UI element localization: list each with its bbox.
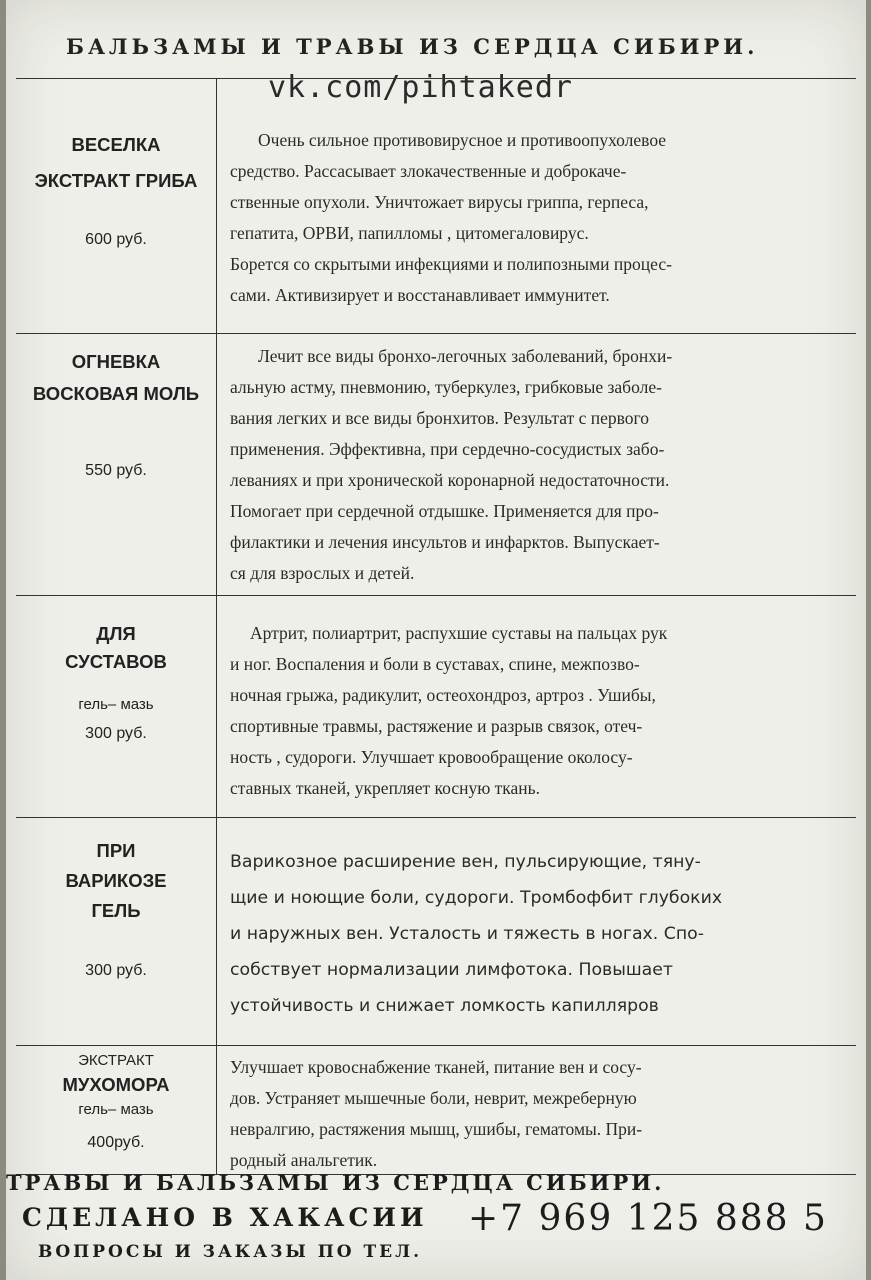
product-name: ПРИ [96, 840, 136, 861]
product-description [230, 341, 846, 589]
description-line: филактики и лечения инсультов и инфарктов. Выпускает- [230, 532, 660, 552]
product-name: ВАРИКОЗЕ [65, 870, 167, 891]
product-description [230, 844, 846, 1024]
product-price: 300 руб. [85, 962, 147, 979]
product-label-top: ЭКСТРАКТ [78, 1052, 154, 1069]
description-line: гепатита, ОРВИ, папилломы , цитомегаловирус. [230, 223, 589, 243]
footer-contact-label: ВОПРОСЫ И ЗАКАЗЫ ПО ТЕЛ. [38, 1242, 423, 1262]
footer-slogan: ТРАВЫ И БАЛЬЗАМЫ ИЗ СЕРДЦА СИБИРИ. [6, 1170, 665, 1195]
product-price: 600 руб. [85, 231, 147, 248]
product-name: ВОСКОВАЯ МОЛЬ [32, 383, 200, 404]
product-row-joints [16, 595, 856, 818]
product-row-veselka [16, 78, 856, 334]
description-line: ственные опухоли. Уничтожает вирусы гриппа, герпеса, [230, 192, 649, 212]
description-line: щие и ноющие боли, судороги. Тромбофбит глубоких [230, 888, 723, 908]
product-row-varicose [16, 817, 856, 1046]
vk-link[interactable]: vk.com/pihtakedr [268, 70, 573, 105]
product-price: 300 руб. [85, 725, 147, 742]
product-name: ВЕСЕЛКА [71, 134, 161, 155]
description-line: Помогает при сердечной отдышке. Применяется для про- [230, 501, 659, 521]
product-name: ОГНЕВКА [71, 351, 161, 372]
product-description [230, 1052, 846, 1176]
product-name: ЭКСТРАКТ ГРИБА [34, 170, 198, 191]
product-name-cell [16, 79, 217, 334]
description-line: ночная грыжа, радикулит, остеохондроз, артроз . Ушибы, [230, 685, 656, 705]
product-name: ГЕЛЬ [91, 900, 141, 921]
description-line: невралгию, растяжения мышц, ушибы, гематомы. При- [230, 1119, 643, 1139]
product-name-cell [16, 596, 217, 818]
product-name: МУХОМОРА [62, 1074, 170, 1095]
product-price: 550 руб. [85, 462, 147, 479]
description-line: устойчивость и снижает ломкость капилляров [230, 996, 659, 1016]
header-title: БАЛЬЗАМЫ И ТРАВЫ ИЗ СЕРДЦА СИБИРИ. [66, 34, 759, 59]
footer-made-in: СДЕЛАНО В ХАКАСИИ [22, 1203, 428, 1232]
product-name: СУСТАВОВ [65, 651, 167, 672]
product-type: гель– мазь [78, 1101, 154, 1118]
description-line: средство. Рассасывает злокачественные и доброкаче- [230, 161, 627, 181]
description-line: леваниях и при хронической коронарной недостаточности. [230, 470, 670, 490]
description-line: вания легких и все виды бронхитов. Результат с первого [230, 408, 650, 428]
product-description [230, 618, 846, 804]
description-line: Лечит все виды бронхо-легочных заболеваний, бронхи- [258, 346, 673, 366]
description-line: альную астму, пневмонию, туберкулез, грибковые заболе- [230, 377, 662, 397]
product-name: ДЛЯ [96, 623, 136, 644]
description-line: дов. Устраняет мышечные боли, неврит, межреберную [230, 1088, 637, 1108]
description-line: ся для взрослых и детей. [230, 563, 415, 583]
description-line: Артрит, полиартрит, распухшие суставы на пальцах рук [250, 623, 668, 643]
description-line: Варикозное расширение вен, пульсирующие, тяну- [230, 852, 701, 872]
leaflet-paper [6, 0, 866, 1280]
description-line: и ног. Воспаления и боли в суставах, спине, межпозво- [230, 654, 640, 674]
product-price: 400руб. [87, 1134, 145, 1151]
description-line: родный анальгетик. [230, 1150, 378, 1170]
description-line: спортивные травмы, растяжение и разрыв связок, отеч- [230, 716, 643, 736]
product-name-cell [16, 334, 217, 596]
description-line: ность , судороги. Улучшает кровообращение околосу- [230, 747, 633, 767]
product-row-ognevka [16, 333, 856, 596]
description-line: Очень сильное противовирусное и противоопухолевое [258, 130, 667, 150]
description-line: ставных тканей, укрепляет косную ткань. [230, 778, 541, 798]
product-row-amanita [16, 1045, 856, 1175]
product-name-cell [16, 1046, 217, 1174]
description-line: применения. Эффективна, при сердечно-сосудистых забо- [230, 439, 665, 459]
description-line: и наружных вен. Усталость и тяжесть в ногах. Спо- [230, 924, 704, 944]
footer-phone[interactable]: +7 969 125 888 5 [468, 1198, 828, 1239]
description-line: Улучшает кровоснабжение тканей, питание вен и сосу- [230, 1057, 642, 1077]
product-description [230, 125, 846, 311]
product-name-cell [16, 818, 217, 1046]
description-line: Борется со скрытыми инфекциями и полипозными процес- [230, 254, 672, 274]
description-line: сами. Активизирует и восстанавливает иммунитет. [230, 285, 610, 305]
description-line: собствует нормализации лимфотока. Повышает [230, 960, 673, 980]
product-type: гель– мазь [78, 696, 154, 713]
